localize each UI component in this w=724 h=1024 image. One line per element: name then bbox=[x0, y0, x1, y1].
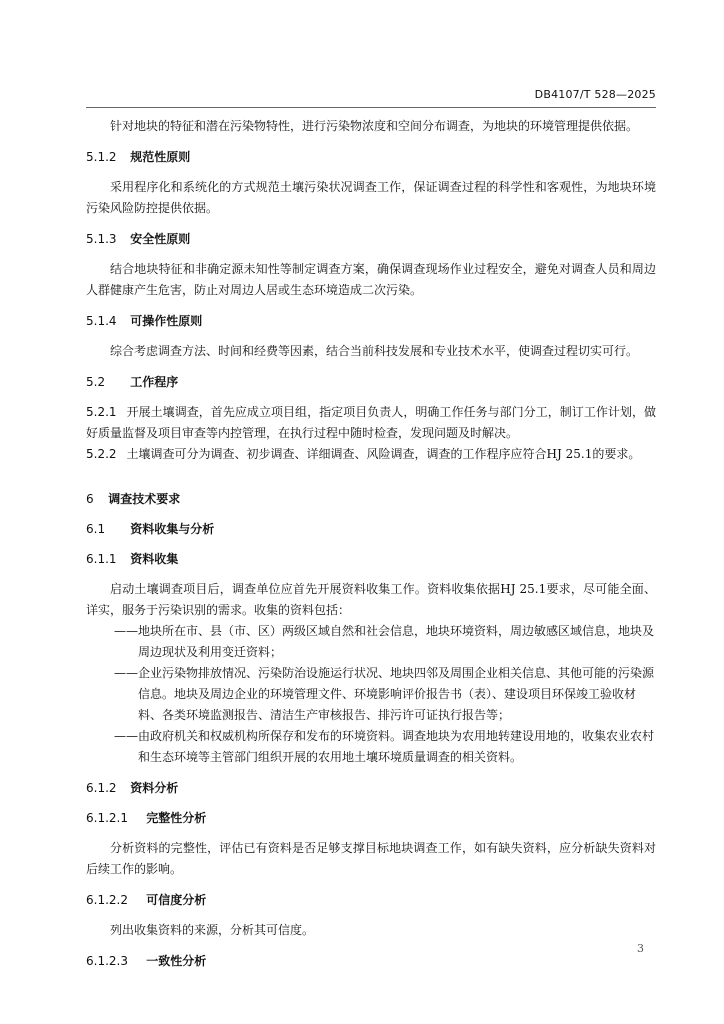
heading-number: 5.1.3 bbox=[86, 232, 117, 246]
heading-6-1-1 bbox=[86, 549, 656, 569]
heading-6-1-2-1 bbox=[86, 808, 656, 828]
heading-title: 调查技术要求 bbox=[108, 492, 181, 506]
heading-6-1-2 bbox=[86, 778, 656, 798]
heading-5-1-4 bbox=[86, 311, 656, 331]
heading-number: 5.2 bbox=[86, 375, 106, 389]
heading-number: 6.1.2 bbox=[86, 781, 117, 795]
dash-marker: —— bbox=[114, 666, 138, 680]
paragraph: 针对地块的特征和潜在污染物特性，进行污染物浓度和空间分布调查，为地块的环境管理提供依据。 bbox=[110, 119, 639, 133]
paragraph: 采用程序化和系统化的方式规范土壤污染状况调查工作，保证调查过程的科学性和客观性，为地块环境污染风险防控提供依据。 bbox=[86, 180, 656, 215]
heading-title: 资料分析 bbox=[130, 781, 179, 795]
paragraph: 列出收集资料的来源，分析其可信度。 bbox=[110, 923, 315, 937]
heading-6-1-2-2 bbox=[86, 890, 656, 910]
heading-6-1 bbox=[86, 519, 656, 539]
paragraph: 结合地块特征和非确定源未知性等制定调查方案，确保调查现场作业过程安全，避免对调查人员和周边人群健康产生危害，防止对周边人居或生态环境造成二次污染。 bbox=[86, 262, 656, 297]
heading-number: 6 bbox=[86, 492, 94, 506]
paragraph: 分析资料的完整性，评估已有资料是否足够支撑目标地块调查工作，如有缺失资料，应分析缺失资料对后续工作的影响。 bbox=[86, 841, 656, 876]
page-number: 3 bbox=[637, 942, 644, 955]
list-item-text: 地块所在市、县（市、区）两级区域自然和社会信息，地块环境资料，周边敏感区域信息，地块及周边现状及利用变迁资料； bbox=[138, 624, 655, 659]
heading-6-1-2-3 bbox=[86, 951, 656, 971]
dash-marker: —— bbox=[114, 729, 138, 743]
heading-5-1-3 bbox=[86, 229, 656, 249]
heading-title: 一致性分析 bbox=[146, 954, 207, 968]
heading-title: 可信度分析 bbox=[146, 893, 207, 907]
heading-5-1-2 bbox=[86, 147, 656, 167]
heading-number: 6.1.2.2 bbox=[86, 893, 128, 907]
heading-number: 6.1.2.1 bbox=[86, 811, 128, 825]
heading-number: 6.1.1 bbox=[86, 552, 117, 566]
heading-title: 资料收集 bbox=[130, 552, 179, 566]
materials-list bbox=[86, 621, 656, 768]
clause-number: 5.2.2 bbox=[86, 447, 117, 461]
heading-title: 完整性分析 bbox=[146, 811, 207, 825]
clause-5-2-1 bbox=[86, 402, 656, 444]
heading-number: 5.1.4 bbox=[86, 314, 117, 328]
heading-number: 6.1.2.3 bbox=[86, 954, 128, 968]
page-body bbox=[86, 116, 656, 981]
header-rule bbox=[86, 107, 656, 108]
document-id-header: DB4107/T 528—2025 bbox=[534, 88, 656, 101]
clause-text: 土壤调查可分为调查、初步调查、详细调查、风险调查，调查的工作程序应符合HJ 25.1的要求。 bbox=[126, 447, 641, 461]
list-item-text: 企业污染物排放情况、污染防治设施运行状况、地块四邻及周围企业相关信息、其他可能的污染源信息。地块及周边企业的环境管理文件、环境影响评价报告书（表）、建设项目环保竣工验收材料、各类环境监测报告、清洁生产审核报告、排污许可证执行报告等； bbox=[138, 666, 655, 722]
paragraph: 综合考虑调查方法、时间和经费等因素，结合当前科技发展和专业技术水平，使调查过程切实可行。 bbox=[110, 344, 639, 358]
heading-title: 规范性原则 bbox=[130, 150, 191, 164]
spacer bbox=[86, 475, 656, 489]
heading-number: 6.1 bbox=[86, 522, 106, 536]
paragraph: 启动土壤调查项目后，调查单位应首先开展资料收集工作。资料收集依据HJ 25.1要求，尽可能全面、详实，服务于污染识别的需求。收集的资料包括： bbox=[86, 582, 656, 617]
clause-number: 5.2.1 bbox=[86, 405, 117, 419]
list-item bbox=[86, 663, 656, 726]
heading-title: 可操作性原则 bbox=[130, 314, 203, 328]
heading-number: 5.1.2 bbox=[86, 150, 117, 164]
clause-text: 开展土壤调查，首先应成立项目组，指定项目负责人，明确工作任务与部门分工，制订工作计划，做好质量监督及项目审查等内控管理，在执行过程中随时检查，发现问题及时解决。 bbox=[86, 405, 656, 440]
list-item bbox=[86, 726, 656, 768]
heading-5-2 bbox=[86, 372, 656, 392]
list-item-text: 由政府机关和权威机构所保存和发布的环境资料。调查地块为农用地转建设用地的，收集农业农村和生态环境等主管部门组织开展的农用地土壤环境质量调查的相关资料。 bbox=[138, 729, 655, 764]
dash-marker: —— bbox=[114, 624, 138, 638]
heading-title: 工作程序 bbox=[130, 375, 179, 389]
list-item bbox=[86, 621, 656, 663]
heading-6 bbox=[86, 489, 656, 509]
clause-5-2-2 bbox=[86, 444, 656, 465]
heading-title: 资料收集与分析 bbox=[130, 522, 215, 536]
heading-title: 安全性原则 bbox=[130, 232, 191, 246]
